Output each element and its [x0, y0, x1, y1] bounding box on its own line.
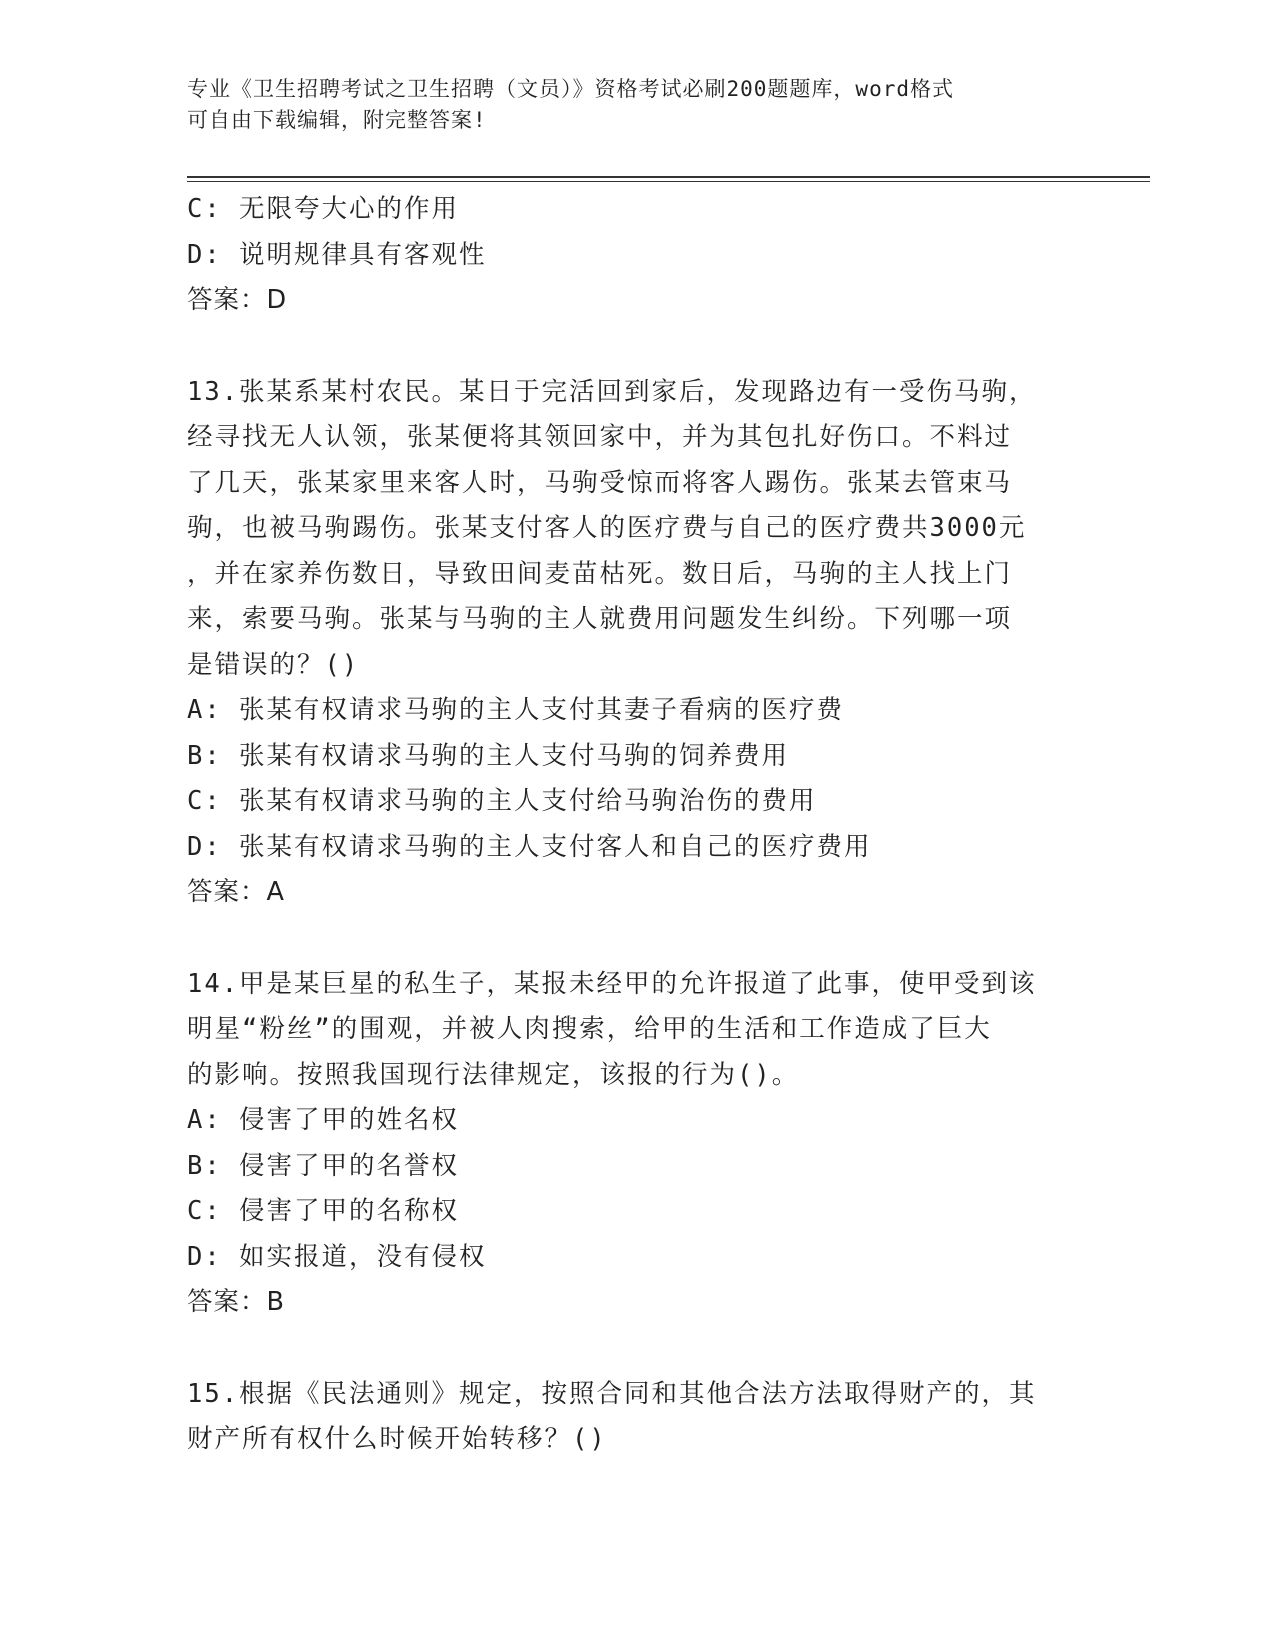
- question-content: [187, 187, 1087, 1463]
- document-header: [187, 74, 1087, 136]
- spacer: [187, 324, 1087, 370]
- question-14: [187, 962, 1087, 1326]
- header-divider-thin: [187, 181, 1150, 182]
- question-13-text-line: 经寻找无人认领，张某便将其领回家中，并为其包扎好伤口。不料过: [187, 422, 1013, 452]
- question-13-text-line: 13.张某系某村农民。某日于完活回到家后，发现路边有一受伤马驹，: [187, 376, 1037, 407]
- question-13-text-line: 来，索要马驹。张某与马驹的主人就费用问题发生纠纷。下列哪一项: [187, 604, 1013, 634]
- question-15-text-line: 财产所有权什么时候开始转移？(): [187, 1424, 607, 1454]
- question-14-option-b: B: 侵害了甲的名誉权: [187, 1150, 460, 1181]
- question-14-text-line: 14.甲是某巨星的私生子，某报未经甲的允许报道了此事，使甲受到该: [187, 968, 1037, 999]
- question-13-option-d: D: 张某有权请求马驹的主人支付客人和自己的医疗费用: [187, 831, 872, 862]
- question-14-answer: 答案：B: [187, 1287, 285, 1317]
- prev-answer: 答案：D: [187, 285, 288, 315]
- prev-option-d: D: 说明规律具有客观性: [187, 239, 487, 270]
- question-14-text-line: 明星“粉丝”的围观，并被人肉搜索，给甲的生活和工作造成了巨大: [187, 1014, 992, 1044]
- question-14-text-line: 的影响。按照我国现行法律规定，该报的行为()。: [187, 1059, 800, 1090]
- header-divider-thick: [187, 176, 1150, 178]
- spacer: [187, 916, 1087, 962]
- question-13-option-c: C: 张某有权请求马驹的主人支付给马驹治伤的费用: [187, 786, 817, 816]
- question-13-option-b: B: 张某有权请求马驹的主人支付马驹的饲养费用: [187, 740, 790, 771]
- question-14-option-a: A: 侵害了甲的姓名权: [187, 1105, 460, 1135]
- question-13-answer: 答案：A: [187, 877, 285, 907]
- question-13-text-line: 了几天，张某家里来客人时，马驹受惊而将客人踢伤。张某去管束马: [187, 467, 1013, 498]
- header-line-2: 可自由下载编辑，附完整答案!: [187, 108, 487, 132]
- question-14-option-c: C: 侵害了甲的名称权: [187, 1196, 460, 1226]
- prev-option-c: C: 无限夸大心的作用: [187, 194, 460, 224]
- header-line-1: 专业《卫生招聘考试之卫生招聘（文员）》资格考试必刷200题题库，word格式: [187, 77, 954, 101]
- question-13-text-line: 驹，也被马驹踢伤。张某支付客人的医疗费与自己的医疗费共3000元: [187, 513, 1027, 543]
- question-15-text-line: 15.根据《民法通则》规定，按照合同和其他合法方法取得财产的，其: [187, 1378, 1037, 1409]
- question-14-option-d: D: 如实报道，没有侵权: [187, 1241, 487, 1272]
- question-13: [187, 370, 1087, 916]
- question-13-option-a: A: 张某有权请求马驹的主人支付其妻子看病的医疗费: [187, 695, 845, 725]
- question-13-text-line: ，并在家养伤数日，导致田间麦苗枯死。数日后，马驹的主人找上门: [187, 558, 1013, 589]
- spacer: [187, 1326, 1087, 1372]
- question-15: [187, 1372, 1087, 1463]
- question-13-text-line: 是错误的？(): [187, 649, 360, 680]
